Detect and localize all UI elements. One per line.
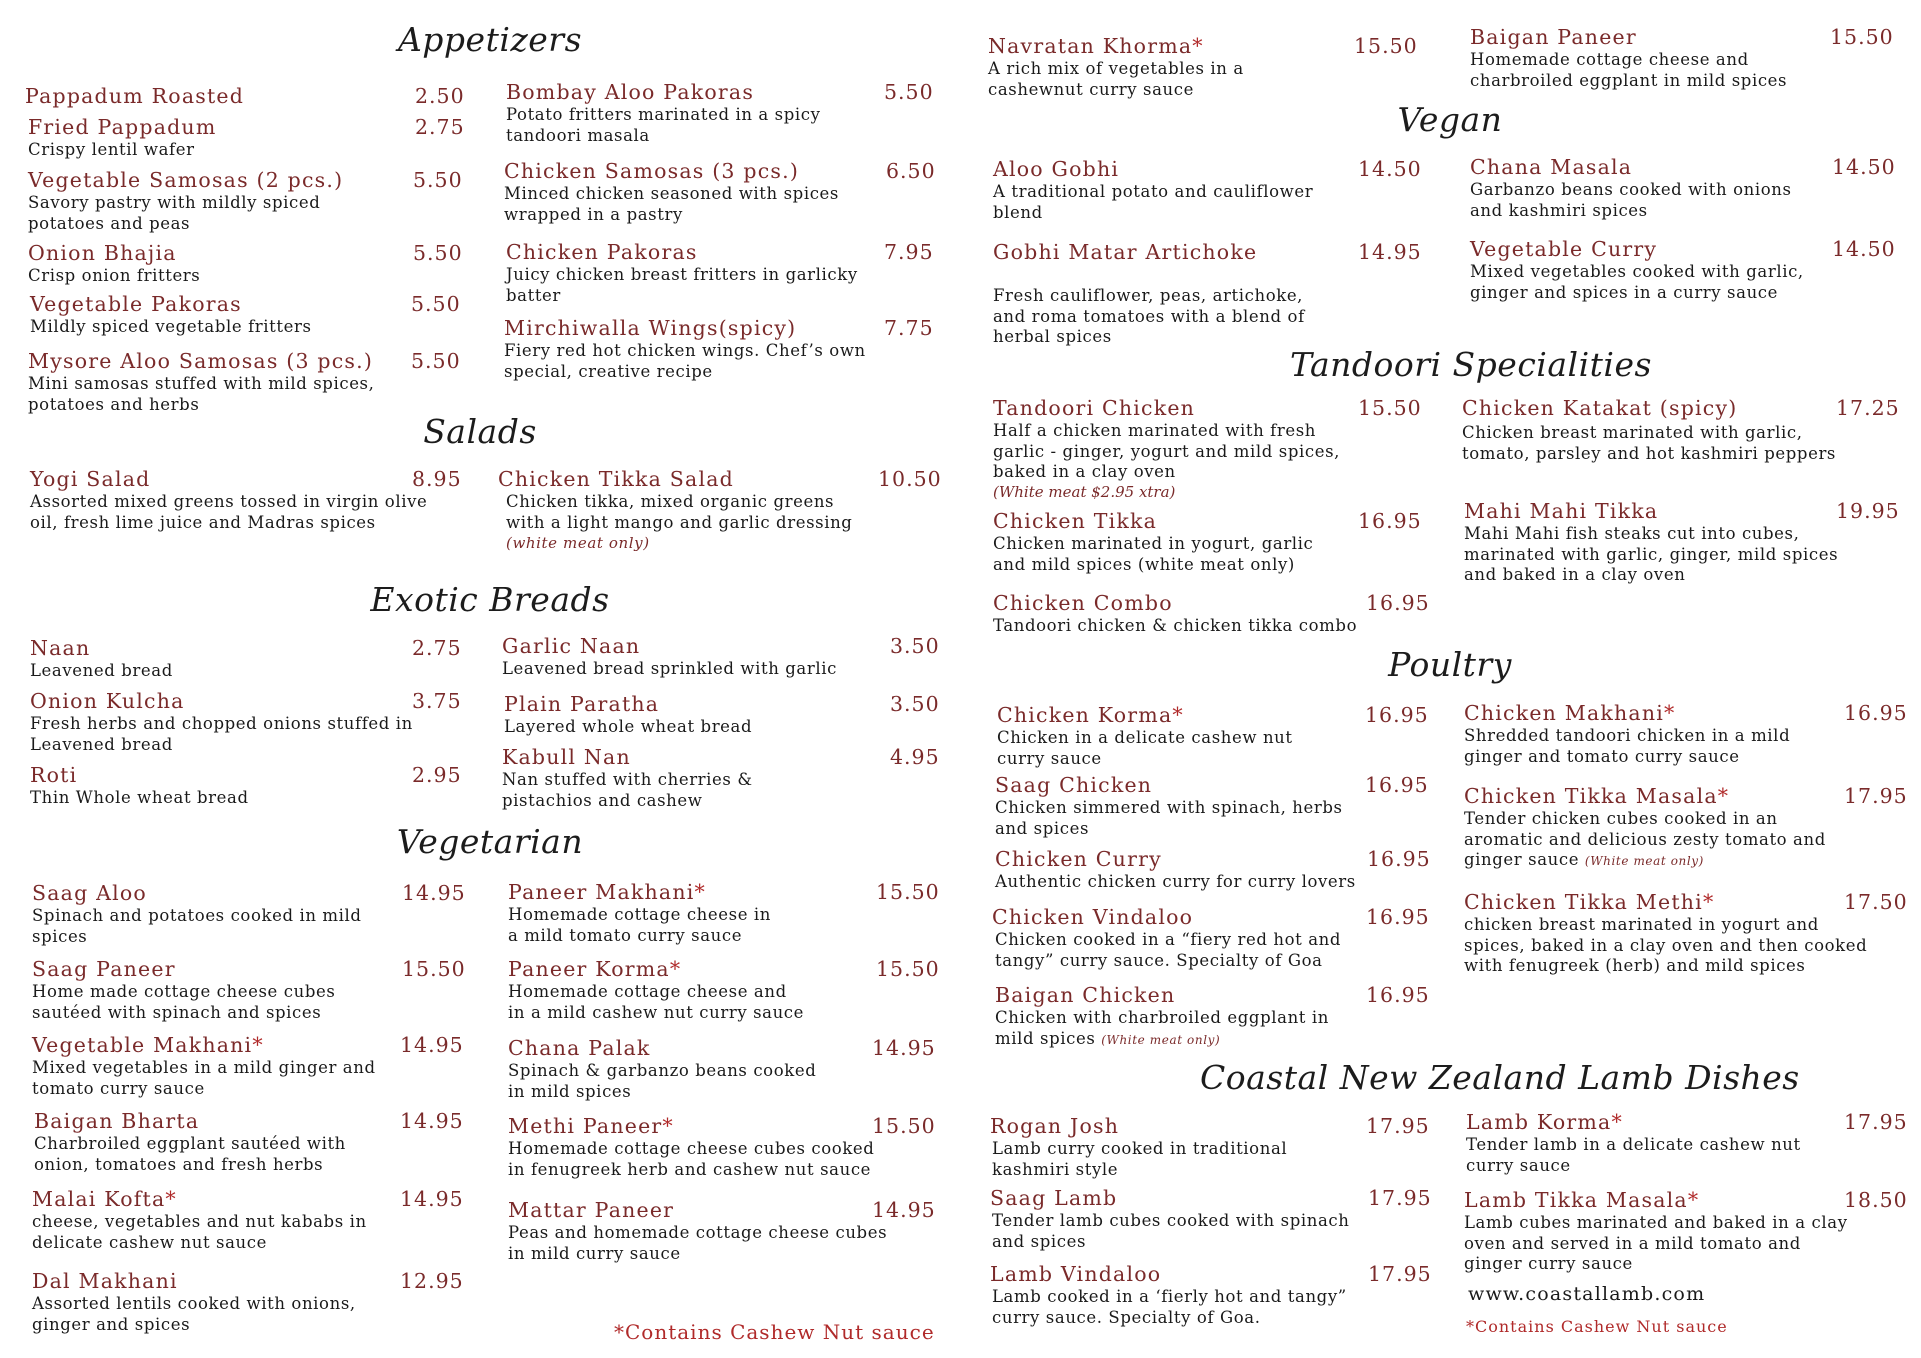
item-price: 14.50	[1832, 237, 1896, 261]
item-name: Mirchiwalla Wings(spicy)	[504, 316, 797, 340]
menu-item	[504, 316, 934, 382]
item-name: Paneer Korma*	[508, 957, 682, 981]
item-name: Methi Paneer*	[508, 1114, 674, 1138]
menu-item	[34, 1109, 474, 1175]
menu-item	[30, 636, 470, 682]
item-description: A rich mix of vegetables in a cashewnut curry sauce	[988, 59, 1244, 99]
item-note: (White meat only)	[1101, 1032, 1221, 1047]
menu-item	[997, 703, 1437, 769]
item-price: 16.95	[1365, 773, 1429, 797]
heading-appetizers: Appetizers	[397, 20, 583, 59]
item-name: Mysore Aloo Samosas (3 pcs.)	[28, 349, 374, 373]
item-description: Lamb cubes marinated and baked in a clay oven and served in a mild tomato and ginger curry sauce	[1464, 1213, 1848, 1273]
menu-item	[32, 957, 472, 1023]
item-price: 14.95	[872, 1198, 936, 1222]
menu-item	[993, 396, 1433, 501]
item-price: 15.50	[876, 880, 940, 904]
menu-item	[1464, 1188, 1908, 1275]
item-description-text: Chicken with charbroiled eggplant in mild spices	[995, 1008, 1329, 1048]
menu-item	[993, 509, 1433, 575]
item-price: 2.75	[415, 115, 465, 139]
item-description: Juicy chicken breast fritters in garlicky batter	[506, 265, 858, 305]
item-price: 5.50	[411, 349, 461, 373]
item-description: Mixed vegetables in a mild ginger and tomato curry sauce	[32, 1058, 376, 1098]
item-description: Thin Whole wheat bread	[30, 788, 249, 807]
item-price: 15.50	[876, 957, 940, 981]
item-price: 17.95	[1368, 1186, 1432, 1210]
menu-item	[1464, 890, 1908, 977]
item-name: Chicken Curry	[995, 847, 1162, 871]
menu-item	[504, 692, 940, 738]
heading-breads: Exotic Breads	[370, 580, 610, 619]
item-price: 16.95	[1365, 703, 1429, 727]
item-description: Lamb curry cooked in traditional kashmiri style	[992, 1139, 1288, 1179]
item-description-text: Tender chicken cubes cooked in an aromatic and delicious zesty tomato and ginger sauce	[1464, 809, 1826, 869]
item-name: Paneer Makhani*	[508, 880, 706, 904]
item-price: 4.95	[890, 745, 940, 769]
item-price: 5.50	[884, 80, 934, 104]
menu-item	[508, 957, 938, 1023]
item-name: Naan	[30, 636, 91, 660]
item-name: Bombay Aloo Pakoras	[506, 80, 755, 104]
menu-item	[1464, 784, 1908, 872]
item-description: Chicken simmered with spinach, herbs and spices	[995, 798, 1343, 838]
menu-item	[498, 467, 942, 554]
item-description: Homemade cottage cheese in a mild tomato curry sauce	[508, 905, 772, 945]
item-price: 16.95	[1366, 591, 1430, 615]
menu-item	[992, 905, 1432, 971]
item-price: 17.95	[1366, 1114, 1430, 1138]
menu-item	[30, 763, 470, 809]
menu-item	[506, 240, 936, 306]
item-name: Chicken Katakat (spicy)	[1462, 396, 1738, 420]
item-name: Chicken Samosas (3 pcs.)	[504, 159, 800, 183]
menu-item	[993, 240, 1433, 348]
item-description: Tandoori chicken & chicken tikka combo	[993, 616, 1358, 635]
item-description: Mixed vegetables cooked with garlic, ginger and spices in a curry sauce	[1470, 262, 1804, 302]
item-name: Onion Bhajia	[28, 241, 177, 265]
menu-item	[30, 467, 470, 533]
item-price: 10.50	[878, 467, 942, 491]
item-price: 15.50	[402, 957, 466, 981]
menu-item	[508, 1114, 938, 1180]
item-description: Spinach and potatoes cooked in mild spices	[32, 906, 362, 946]
item-description: Fresh herbs and chopped onions stuffed in Leavened bread	[30, 714, 413, 754]
item-price: 17.95	[1844, 1110, 1908, 1134]
item-name: Dal Makhani	[32, 1269, 178, 1293]
item-description: Tender lamb cubes cooked with spinach and spices	[992, 1211, 1350, 1251]
item-name: Saag Paneer	[32, 957, 176, 981]
item-price: 14.50	[1832, 155, 1896, 179]
item-description: Peas and homemade cottage cheese cubes in mild curry sauce	[508, 1223, 888, 1263]
item-description: Leavened bread sprinkled with garlic	[502, 659, 837, 678]
menu-item	[993, 591, 1433, 637]
item-name: Vegetable Pakoras	[30, 292, 242, 316]
item-description: Assorted lentils cooked with onions, ginger and spices	[32, 1294, 356, 1334]
item-description: Lamb cooked in a ‘fierly hot and tangy” curry sauce. Specialty of Goa.	[992, 1287, 1347, 1327]
item-description	[1464, 809, 1844, 872]
menu-item	[30, 292, 470, 338]
item-name: Yogi Salad	[30, 467, 151, 491]
item-name: Saag Lamb	[990, 1186, 1118, 1210]
item-name: Chicken Tikka Masala*	[1464, 784, 1730, 808]
item-description: Mildly spiced vegetable fritters	[30, 317, 312, 336]
item-name: Baigan Paneer	[1470, 25, 1637, 49]
item-name: Rogan Josh	[990, 1114, 1120, 1138]
item-description: Mahi Mahi fish steaks cut into cubes, marinated with garlic, ginger, mild spices and baked in a clay oven	[1464, 524, 1839, 584]
menu-item	[28, 115, 468, 161]
menu-item	[1466, 1110, 1906, 1176]
item-name: Plain Paratha	[504, 692, 660, 716]
menu-item	[508, 1036, 938, 1102]
item-price: 2.50	[415, 84, 465, 108]
item-price: 2.75	[412, 636, 462, 660]
item-description: Fresh cauliflower, peas, artichoke, and roma tomatoes with a blend of herbal spices	[993, 286, 1305, 346]
item-name: Chicken Pakoras	[506, 240, 698, 264]
item-description: Homemade cottage cheese and in a mild cashew nut curry sauce	[508, 982, 805, 1022]
item-price: 16.95	[1844, 701, 1908, 725]
item-description: Leavened bread	[30, 661, 173, 680]
menu-item	[32, 881, 472, 947]
item-name: Lamb Tikka Masala*	[1464, 1188, 1700, 1212]
item-name: Gobhi Matar Artichoke	[993, 240, 1258, 264]
menu-item	[1464, 701, 1908, 767]
menu-item	[1464, 499, 1904, 586]
item-price: 16.95	[1358, 509, 1422, 533]
item-description: chicken breast marinated in yogurt and spices, baked in a clay oven and then cooked with fenugreek (herb) and mild spices	[1464, 915, 1868, 975]
item-price: 3.50	[890, 692, 940, 716]
item-description: Home made cottage cheese cubes sautéed with spinach and spices	[32, 982, 336, 1022]
menu-item	[995, 983, 1435, 1050]
item-name: Malai Kofta*	[32, 1187, 177, 1211]
heading-vegan: Vegan	[1397, 100, 1503, 139]
item-description: Chicken marinated in yogurt, garlic and mild spices (white meat only)	[993, 534, 1314, 574]
item-price: 5.50	[413, 241, 463, 265]
item-name: Vegetable Makhani*	[32, 1033, 264, 1057]
item-price: 8.95	[412, 467, 462, 491]
item-description: Minced chicken seasoned with spices wrapped in a pastry	[504, 184, 839, 224]
item-description: Chicken cooked in a “fiery red hot and tangy” curry sauce. Specialty of Goa	[995, 930, 1342, 970]
item-price: 17.95	[1844, 784, 1908, 808]
item-price: 15.50	[1358, 396, 1422, 420]
menu-item	[988, 34, 1428, 100]
item-price: 16.95	[1367, 847, 1431, 871]
menu-item	[32, 1187, 472, 1253]
menu-item	[993, 157, 1433, 223]
item-description: cheese, vegetables and nut kababs in delicate cashew nut sauce	[32, 1212, 367, 1252]
item-name: Kabull Nan	[502, 745, 631, 769]
item-price: 6.50	[886, 159, 936, 183]
item-name: Vegetable Samosas (2 pcs.)	[28, 168, 344, 192]
item-description: Fiery red hot chicken wings. Chef’s own special, creative recipe	[504, 341, 866, 381]
item-description: Crispy lentil wafer	[28, 140, 195, 159]
item-name: Saag Aloo	[32, 881, 147, 905]
item-price: 2.95	[412, 763, 462, 787]
item-description: A traditional potato and cauliflower blend	[993, 182, 1314, 222]
item-name: Mahi Mahi Tikka	[1464, 499, 1659, 523]
item-price: 17.50	[1844, 890, 1908, 914]
heading-vegetarian: Vegetarian	[396, 822, 584, 861]
menu-item	[508, 880, 938, 946]
item-name: Lamb Vindaloo	[990, 1262, 1162, 1286]
item-description: Homemade cottage cheese and charbroiled eggplant in mild spices	[1470, 50, 1788, 90]
item-name: Onion Kulcha	[30, 689, 185, 713]
item-name: Garlic Naan	[502, 634, 641, 658]
menu-item	[32, 1269, 472, 1335]
menu-item	[990, 1114, 1430, 1180]
item-description: Garbanzo beans cooked with onions and kashmiri spices	[1470, 180, 1792, 220]
item-name: Saag Chicken	[995, 773, 1153, 797]
item-price: 7.95	[884, 240, 934, 264]
item-name: Roti	[30, 763, 78, 787]
item-note: (White meat only)	[1584, 854, 1704, 868]
item-price: 12.95	[400, 1269, 464, 1293]
menu-item	[1462, 396, 1902, 464]
heading-lamb: Coastal New Zealand Lamb Dishes	[1200, 1058, 1800, 1097]
item-name: Chicken Tikka Salad	[498, 467, 734, 491]
item-name: Pappadum Roasted	[25, 84, 245, 108]
item-name: Aloo Gobhi	[993, 157, 1120, 181]
item-name: Chicken Vindaloo	[992, 905, 1194, 929]
item-price: 7.75	[884, 316, 934, 340]
menu-item	[1470, 155, 1900, 221]
menu-item	[25, 84, 465, 109]
menu-item	[990, 1186, 1430, 1252]
item-name: Chana Palak	[508, 1036, 651, 1060]
menu-item	[28, 168, 468, 234]
item-name: Lamb Korma*	[1466, 1110, 1623, 1134]
item-description: Assorted mixed greens tossed in virgin olive oil, fresh lime juice and Madras spices	[30, 492, 428, 532]
item-description: Crisp onion fritters	[28, 266, 201, 285]
item-name: Fried Pappadum	[28, 115, 217, 139]
item-description	[995, 1008, 1335, 1050]
item-price: 14.95	[400, 1187, 464, 1211]
menu-item	[32, 1033, 472, 1099]
item-price: 3.75	[412, 689, 462, 713]
cashew-footnote: *Contains Cashew Nut sauce	[1466, 1317, 1728, 1336]
item-description: Tender lamb in a delicate cashew nut curry sauce	[1466, 1135, 1801, 1175]
menu-item	[28, 349, 468, 415]
item-description: Half a chicken marinated with fresh garlic - ginger, yogurt and mild spices, baked in a clay oven	[993, 421, 1341, 481]
item-description: Authentic chicken curry for curry lovers	[995, 872, 1356, 891]
item-name: Chicken Makhani*	[1464, 701, 1676, 725]
item-price: 16.95	[1366, 905, 1430, 929]
heading-poultry: Poultry	[1388, 645, 1512, 684]
item-description: Shredded tandoori chicken in a mild ginger and tomato curry sauce	[1464, 726, 1791, 766]
item-description	[498, 492, 876, 554]
item-description: Charbroiled eggplant sautéed with onion, tomatoes and fresh herbs	[34, 1134, 346, 1174]
item-price: 15.50	[1830, 25, 1894, 49]
item-description: Spinach & garbanzo beans cooked in mild spices	[508, 1061, 817, 1101]
item-price: 18.50	[1844, 1188, 1908, 1212]
item-name: Tandoori Chicken	[993, 396, 1196, 420]
item-name: Navratan Khorma*	[988, 34, 1204, 58]
item-description: Potato fritters marinated in a spicy tandoori masala	[506, 105, 821, 145]
item-description: Chicken breast marinated with garlic, tomato, parsley and hot kashmiri peppers	[1462, 423, 1837, 463]
item-name: Baigan Bharta	[34, 1109, 200, 1133]
website-link[interactable]: www.coastallamb.com	[1468, 1283, 1706, 1305]
item-price: 14.95	[872, 1036, 936, 1060]
heading-tandoori: Tandoori Specialities	[1290, 345, 1652, 384]
item-price: 17.25	[1836, 396, 1900, 420]
item-price: 15.50	[1354, 34, 1418, 58]
cashew-footnote: *Contains Cashew Nut sauce	[614, 1320, 935, 1344]
item-price: 14.95	[400, 1109, 464, 1133]
item-price: 14.95	[1358, 240, 1422, 264]
item-name: Chicken Tikka Methi*	[1464, 890, 1715, 914]
menu-item	[502, 634, 940, 680]
menu-item	[1470, 237, 1900, 303]
item-name: Mattar Paneer	[508, 1198, 675, 1222]
item-description: Nan stuffed with cherries & pistachios and cashew	[502, 770, 753, 810]
item-name: Chicken Tikka	[993, 509, 1158, 533]
item-description: Layered whole wheat bread	[504, 717, 753, 736]
menu-item	[1470, 25, 1900, 91]
item-price: 5.50	[411, 292, 461, 316]
item-name: Baigan Chicken	[995, 983, 1176, 1007]
menu-item	[506, 80, 936, 146]
menu-item	[508, 1198, 938, 1264]
item-description: Homemade cottage cheese cubes cooked in fenugreek herb and cashew nut sauce	[508, 1139, 875, 1179]
item-price: 14.95	[400, 1033, 464, 1057]
item-price: 14.95	[402, 881, 466, 905]
menu-item	[502, 745, 940, 811]
item-description: Savory pastry with mildly spiced potatoes and peas	[28, 193, 321, 233]
item-price: 3.50	[890, 634, 940, 658]
item-description: Mini samosas stuffed with mild spices, potatoes and herbs	[28, 374, 375, 414]
item-price: 19.95	[1836, 499, 1900, 523]
menu-item	[995, 773, 1435, 839]
heading-salads: Salads	[423, 412, 537, 451]
item-price: 5.50	[413, 168, 463, 192]
item-name: Chicken Combo	[993, 591, 1173, 615]
item-description: Chicken in a delicate cashew nut curry sauce	[997, 728, 1293, 768]
menu-item	[30, 689, 470, 755]
menu-item	[990, 1262, 1430, 1328]
menu-item	[28, 241, 468, 287]
item-description-text: Chicken tikka, mixed organic greens with a light mango and garlic dressing	[506, 492, 853, 532]
item-name: Chana Masala	[1470, 155, 1633, 179]
item-note: (White meat $2.95 xtra)	[993, 482, 1176, 501]
item-price: 14.50	[1358, 157, 1422, 181]
item-price: 17.95	[1368, 1262, 1432, 1286]
item-name: Vegetable Curry	[1470, 237, 1658, 261]
menu-item	[504, 159, 934, 225]
item-price: 15.50	[872, 1114, 936, 1138]
item-note: (white meat only)	[506, 534, 650, 552]
menu-item	[995, 847, 1435, 893]
item-name: Chicken Korma*	[997, 703, 1184, 727]
item-price: 16.95	[1366, 983, 1430, 1007]
